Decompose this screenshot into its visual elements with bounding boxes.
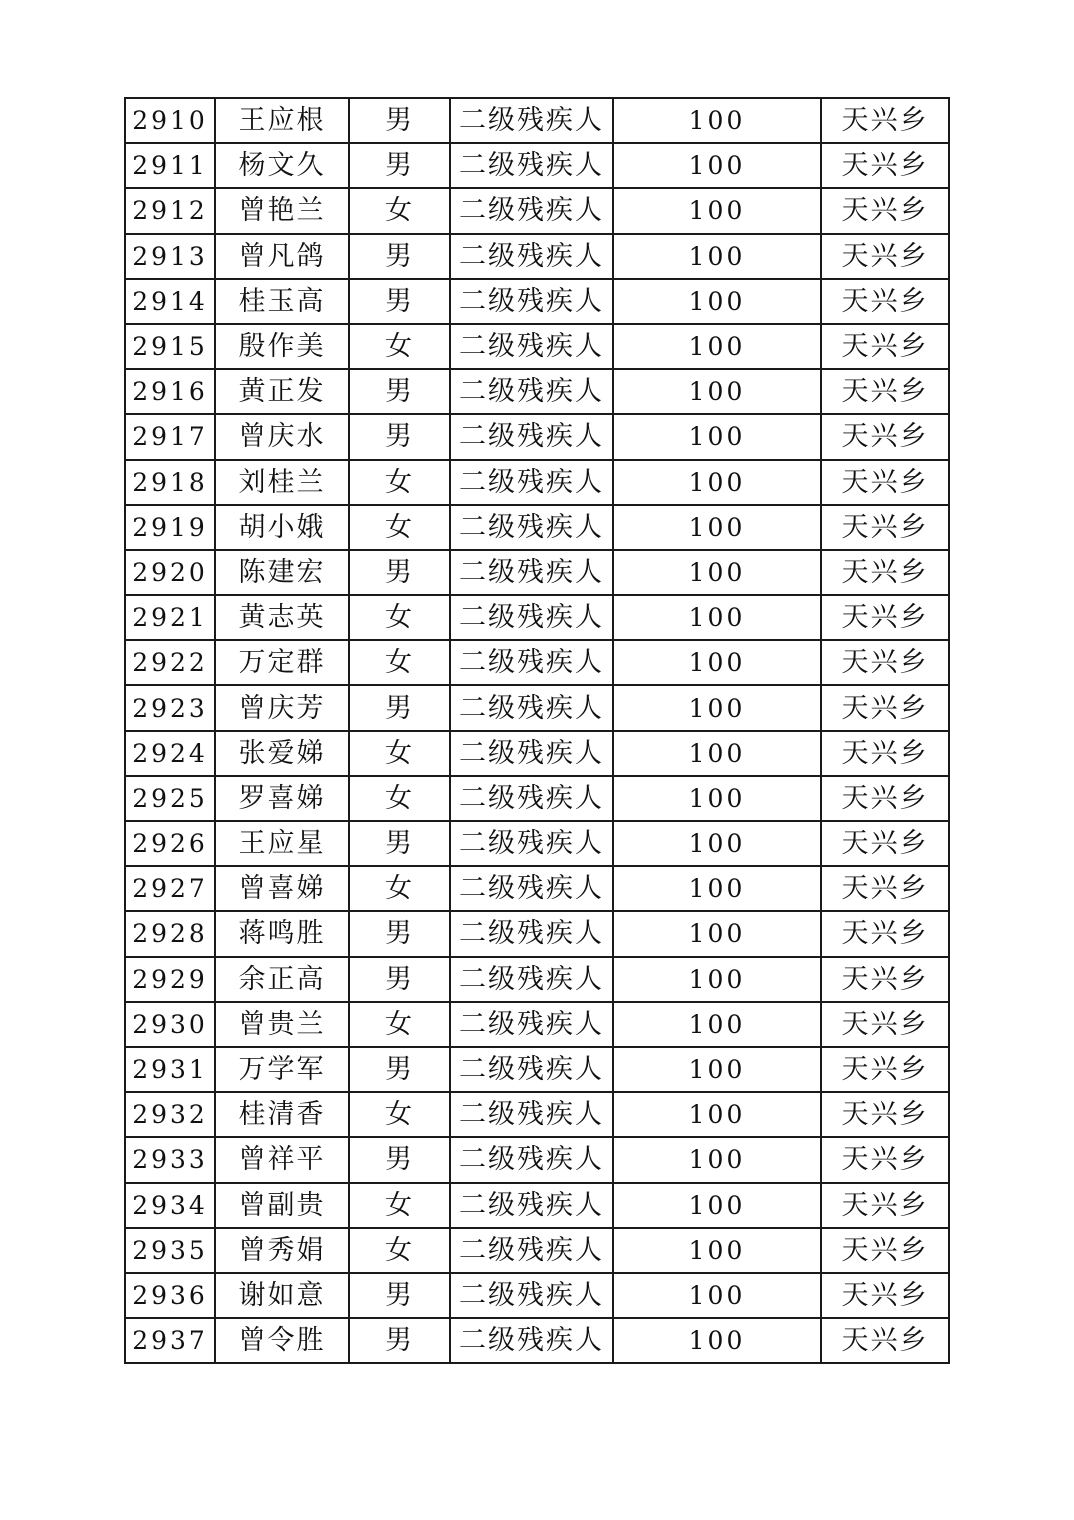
cell-level: 二级残疾人 bbox=[450, 143, 613, 188]
cell-town: 天兴乡 bbox=[821, 324, 949, 369]
cell-name: 曾秀娟 bbox=[215, 1228, 349, 1273]
table-row bbox=[125, 234, 949, 279]
cell-id: 2913 bbox=[125, 234, 215, 279]
cell-level: 二级残疾人 bbox=[450, 279, 613, 324]
cell-gender: 女 bbox=[349, 640, 450, 685]
cell-level: 二级残疾人 bbox=[450, 911, 613, 956]
cell-id: 2917 bbox=[125, 414, 215, 459]
table-row bbox=[125, 1092, 949, 1137]
cell-id: 2916 bbox=[125, 369, 215, 414]
cell-name: 陈建宏 bbox=[215, 550, 349, 595]
table-row bbox=[125, 821, 949, 866]
cell-amount: 100 bbox=[613, 143, 821, 188]
cell-town: 天兴乡 bbox=[821, 1228, 949, 1273]
cell-gender: 男 bbox=[349, 143, 450, 188]
cell-gender: 女 bbox=[349, 1183, 450, 1228]
cell-gender: 男 bbox=[349, 685, 450, 730]
cell-gender: 男 bbox=[349, 550, 450, 595]
cell-level: 二级残疾人 bbox=[450, 1183, 613, 1228]
cell-amount: 100 bbox=[613, 821, 821, 866]
cell-id: 2929 bbox=[125, 957, 215, 1002]
table-row bbox=[125, 731, 949, 776]
cell-town: 天兴乡 bbox=[821, 1137, 949, 1182]
cell-id: 2912 bbox=[125, 188, 215, 233]
cell-id: 2922 bbox=[125, 640, 215, 685]
cell-gender: 女 bbox=[349, 731, 450, 776]
cell-id: 2927 bbox=[125, 866, 215, 911]
cell-town: 天兴乡 bbox=[821, 98, 949, 143]
cell-gender: 男 bbox=[349, 369, 450, 414]
cell-town: 天兴乡 bbox=[821, 640, 949, 685]
table-row bbox=[125, 550, 949, 595]
cell-gender: 男 bbox=[349, 1318, 450, 1363]
table-row bbox=[125, 98, 949, 143]
cell-gender: 男 bbox=[349, 98, 450, 143]
cell-name: 王应根 bbox=[215, 98, 349, 143]
cell-name: 曾庆水 bbox=[215, 414, 349, 459]
cell-town: 天兴乡 bbox=[821, 279, 949, 324]
cell-level: 二级残疾人 bbox=[450, 505, 613, 550]
cell-town: 天兴乡 bbox=[821, 595, 949, 640]
table-row bbox=[125, 324, 949, 369]
cell-level: 二级残疾人 bbox=[450, 98, 613, 143]
cell-name: 曾喜娣 bbox=[215, 866, 349, 911]
cell-town: 天兴乡 bbox=[821, 505, 949, 550]
cell-level: 二级残疾人 bbox=[450, 731, 613, 776]
cell-amount: 100 bbox=[613, 1318, 821, 1363]
cell-level: 二级残疾人 bbox=[450, 1047, 613, 1092]
cell-amount: 100 bbox=[613, 685, 821, 730]
cell-level: 二级残疾人 bbox=[450, 1092, 613, 1137]
cell-name: 曾令胜 bbox=[215, 1318, 349, 1363]
cell-gender: 女 bbox=[349, 1002, 450, 1047]
table-row bbox=[125, 911, 949, 956]
cell-amount: 100 bbox=[613, 369, 821, 414]
cell-name: 王应星 bbox=[215, 821, 349, 866]
cell-town: 天兴乡 bbox=[821, 911, 949, 956]
cell-gender: 男 bbox=[349, 234, 450, 279]
cell-id: 2911 bbox=[125, 143, 215, 188]
record-table-body bbox=[125, 98, 949, 1363]
cell-name: 桂玉高 bbox=[215, 279, 349, 324]
table-row bbox=[125, 595, 949, 640]
cell-amount: 100 bbox=[613, 505, 821, 550]
cell-level: 二级残疾人 bbox=[450, 776, 613, 821]
cell-level: 二级残疾人 bbox=[450, 595, 613, 640]
cell-level: 二级残疾人 bbox=[450, 188, 613, 233]
cell-amount: 100 bbox=[613, 1183, 821, 1228]
cell-name: 曾贵兰 bbox=[215, 1002, 349, 1047]
cell-town: 天兴乡 bbox=[821, 1002, 949, 1047]
table-row bbox=[125, 414, 949, 459]
cell-town: 天兴乡 bbox=[821, 550, 949, 595]
cell-name: 胡小娥 bbox=[215, 505, 349, 550]
cell-gender: 男 bbox=[349, 1047, 450, 1092]
cell-level: 二级残疾人 bbox=[450, 1273, 613, 1318]
cell-amount: 100 bbox=[613, 1228, 821, 1273]
cell-level: 二级残疾人 bbox=[450, 324, 613, 369]
cell-id: 2926 bbox=[125, 821, 215, 866]
cell-id: 2921 bbox=[125, 595, 215, 640]
cell-name: 万学军 bbox=[215, 1047, 349, 1092]
cell-id: 2910 bbox=[125, 98, 215, 143]
cell-id: 2931 bbox=[125, 1047, 215, 1092]
cell-id: 2918 bbox=[125, 460, 215, 505]
cell-id: 2933 bbox=[125, 1137, 215, 1182]
cell-level: 二级残疾人 bbox=[450, 234, 613, 279]
cell-amount: 100 bbox=[613, 640, 821, 685]
cell-gender: 女 bbox=[349, 776, 450, 821]
cell-level: 二级残疾人 bbox=[450, 866, 613, 911]
cell-town: 天兴乡 bbox=[821, 1318, 949, 1363]
cell-town: 天兴乡 bbox=[821, 685, 949, 730]
cell-amount: 100 bbox=[613, 1002, 821, 1047]
cell-gender: 男 bbox=[349, 821, 450, 866]
cell-name: 黄志英 bbox=[215, 595, 349, 640]
cell-name: 曾祥平 bbox=[215, 1137, 349, 1182]
table-row bbox=[125, 369, 949, 414]
cell-name: 万定群 bbox=[215, 640, 349, 685]
cell-gender: 女 bbox=[349, 188, 450, 233]
cell-id: 2923 bbox=[125, 685, 215, 730]
cell-gender: 女 bbox=[349, 460, 450, 505]
cell-level: 二级残疾人 bbox=[450, 821, 613, 866]
table-row bbox=[125, 1318, 949, 1363]
cell-name: 曾庆芳 bbox=[215, 685, 349, 730]
cell-level: 二级残疾人 bbox=[450, 1002, 613, 1047]
cell-gender: 女 bbox=[349, 866, 450, 911]
cell-amount: 100 bbox=[613, 550, 821, 595]
cell-name: 曾凡鸽 bbox=[215, 234, 349, 279]
cell-id: 2935 bbox=[125, 1228, 215, 1273]
cell-amount: 100 bbox=[613, 98, 821, 143]
cell-level: 二级残疾人 bbox=[450, 685, 613, 730]
cell-amount: 100 bbox=[613, 188, 821, 233]
table-row bbox=[125, 143, 949, 188]
cell-level: 二级残疾人 bbox=[450, 1318, 613, 1363]
cell-town: 天兴乡 bbox=[821, 1183, 949, 1228]
cell-level: 二级残疾人 bbox=[450, 460, 613, 505]
cell-gender: 男 bbox=[349, 1137, 450, 1182]
cell-amount: 100 bbox=[613, 776, 821, 821]
cell-name: 曾艳兰 bbox=[215, 188, 349, 233]
cell-town: 天兴乡 bbox=[821, 234, 949, 279]
cell-name: 刘桂兰 bbox=[215, 460, 349, 505]
cell-amount: 100 bbox=[613, 1273, 821, 1318]
table-row bbox=[125, 866, 949, 911]
cell-id: 2920 bbox=[125, 550, 215, 595]
table-row bbox=[125, 640, 949, 685]
cell-amount: 100 bbox=[613, 866, 821, 911]
cell-town: 天兴乡 bbox=[821, 143, 949, 188]
cell-name: 张爱娣 bbox=[215, 731, 349, 776]
table-row bbox=[125, 505, 949, 550]
cell-id: 2919 bbox=[125, 505, 215, 550]
cell-name: 曾副贵 bbox=[215, 1183, 349, 1228]
cell-gender: 男 bbox=[349, 911, 450, 956]
cell-gender: 女 bbox=[349, 324, 450, 369]
cell-amount: 100 bbox=[613, 731, 821, 776]
cell-gender: 女 bbox=[349, 1092, 450, 1137]
table-row bbox=[125, 188, 949, 233]
record-table bbox=[124, 97, 950, 1364]
cell-id: 2930 bbox=[125, 1002, 215, 1047]
cell-name: 殷作美 bbox=[215, 324, 349, 369]
cell-amount: 100 bbox=[613, 234, 821, 279]
cell-id: 2934 bbox=[125, 1183, 215, 1228]
cell-town: 天兴乡 bbox=[821, 369, 949, 414]
cell-id: 2914 bbox=[125, 279, 215, 324]
cell-town: 天兴乡 bbox=[821, 188, 949, 233]
cell-id: 2924 bbox=[125, 731, 215, 776]
cell-amount: 100 bbox=[613, 1047, 821, 1092]
cell-name: 桂清香 bbox=[215, 1092, 349, 1137]
cell-amount: 100 bbox=[613, 460, 821, 505]
cell-town: 天兴乡 bbox=[821, 776, 949, 821]
cell-id: 2937 bbox=[125, 1318, 215, 1363]
cell-name: 蒋鸣胜 bbox=[215, 911, 349, 956]
cell-level: 二级残疾人 bbox=[450, 414, 613, 459]
cell-id: 2915 bbox=[125, 324, 215, 369]
table-row bbox=[125, 460, 949, 505]
cell-town: 天兴乡 bbox=[821, 1047, 949, 1092]
cell-gender: 男 bbox=[349, 279, 450, 324]
cell-id: 2932 bbox=[125, 1092, 215, 1137]
cell-gender: 男 bbox=[349, 1273, 450, 1318]
table-row bbox=[125, 1183, 949, 1228]
cell-level: 二级残疾人 bbox=[450, 957, 613, 1002]
cell-amount: 100 bbox=[613, 414, 821, 459]
cell-level: 二级残疾人 bbox=[450, 640, 613, 685]
cell-town: 天兴乡 bbox=[821, 957, 949, 1002]
cell-gender: 男 bbox=[349, 414, 450, 459]
cell-town: 天兴乡 bbox=[821, 1273, 949, 1318]
table-row bbox=[125, 957, 949, 1002]
table-row bbox=[125, 1137, 949, 1182]
table-row bbox=[125, 279, 949, 324]
cell-gender: 女 bbox=[349, 505, 450, 550]
cell-amount: 100 bbox=[613, 1137, 821, 1182]
cell-id: 2936 bbox=[125, 1273, 215, 1318]
cell-town: 天兴乡 bbox=[821, 866, 949, 911]
cell-level: 二级残疾人 bbox=[450, 369, 613, 414]
cell-name: 罗喜娣 bbox=[215, 776, 349, 821]
cell-town: 天兴乡 bbox=[821, 460, 949, 505]
table-row bbox=[125, 1002, 949, 1047]
cell-gender: 女 bbox=[349, 595, 450, 640]
cell-amount: 100 bbox=[613, 957, 821, 1002]
cell-level: 二级残疾人 bbox=[450, 1137, 613, 1182]
cell-town: 天兴乡 bbox=[821, 731, 949, 776]
cell-town: 天兴乡 bbox=[821, 1092, 949, 1137]
cell-name: 杨文久 bbox=[215, 143, 349, 188]
cell-name: 余正高 bbox=[215, 957, 349, 1002]
cell-amount: 100 bbox=[613, 911, 821, 956]
cell-amount: 100 bbox=[613, 1092, 821, 1137]
cell-name: 谢如意 bbox=[215, 1273, 349, 1318]
table-row bbox=[125, 1273, 949, 1318]
cell-town: 天兴乡 bbox=[821, 414, 949, 459]
cell-amount: 100 bbox=[613, 279, 821, 324]
cell-name: 黄正发 bbox=[215, 369, 349, 414]
cell-town: 天兴乡 bbox=[821, 821, 949, 866]
cell-id: 2928 bbox=[125, 911, 215, 956]
table-row bbox=[125, 685, 949, 730]
cell-amount: 100 bbox=[613, 595, 821, 640]
table-row bbox=[125, 776, 949, 821]
cell-level: 二级残疾人 bbox=[450, 1228, 613, 1273]
cell-gender: 男 bbox=[349, 957, 450, 1002]
cell-id: 2925 bbox=[125, 776, 215, 821]
cell-gender: 女 bbox=[349, 1228, 450, 1273]
table-row bbox=[125, 1047, 949, 1092]
cell-amount: 100 bbox=[613, 324, 821, 369]
table-row bbox=[125, 1228, 949, 1273]
cell-level: 二级残疾人 bbox=[450, 550, 613, 595]
